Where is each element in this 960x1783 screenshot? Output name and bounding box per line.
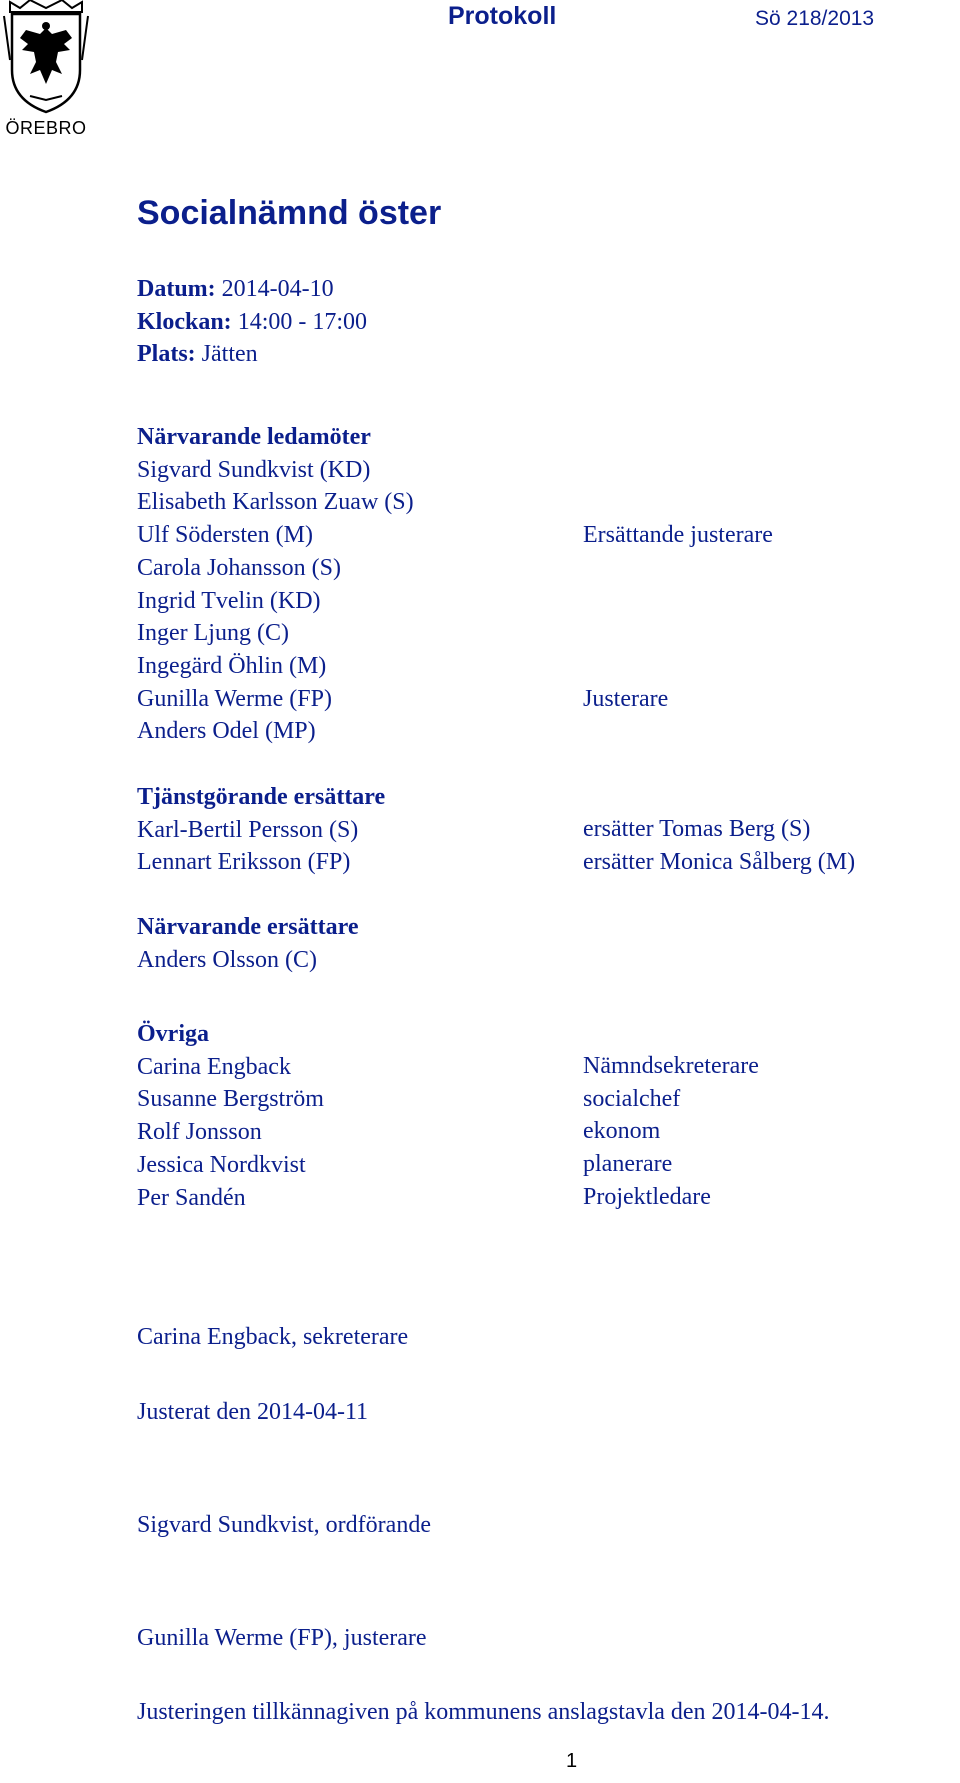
meta-place-value: Jätten — [201, 341, 258, 368]
announcement-note: Justeringen tillkännagiven på kommunens anslagstavla den 2014-04-14. — [137, 1699, 830, 1725]
meta-time-row — [137, 306, 367, 339]
member-name: Gunilla Werme (FP) — [137, 685, 332, 712]
member-name: Inger Ljung (C) — [137, 620, 289, 647]
meta-date-row — [137, 273, 367, 306]
present-substitutes-heading: Närvarande ersättare — [137, 914, 359, 940]
replaces-note: ersätter Monica Sålberg (M) — [583, 848, 856, 875]
present-members-heading: Närvarande ledamöter — [137, 424, 371, 450]
other-name: Rolf Jonsson — [137, 1119, 262, 1146]
member-name: Carola Johansson (S) — [137, 554, 341, 581]
other-role: planerare — [583, 1151, 673, 1178]
logo-text: ÖREBRO — [5, 118, 87, 138]
meta-date-value: 2014-04-10 — [221, 276, 334, 302]
present-substitutes-section — [137, 911, 358, 976]
substitute-name: Lennart Eriksson (FP) — [137, 849, 351, 876]
other-name: Per Sandén — [137, 1184, 246, 1211]
member-name: Ingegärd Öhlin (M) — [137, 652, 327, 679]
others-section — [137, 1018, 324, 1214]
substitute-replaces-list — [583, 813, 855, 878]
chair-signature: Sigvard Sundkvist, ordförande — [137, 1512, 431, 1538]
member-name: Ingrid Tvelin (KD) — [137, 587, 321, 614]
present-substitute-name: Anders Olsson (C) — [137, 946, 317, 973]
meta-time-value: 14:00 - 17:00 — [237, 308, 368, 335]
others-heading: Övriga — [137, 1021, 209, 1047]
role-adjuster: Justerare — [583, 686, 669, 712]
other-name: Jessica Nordkvist — [137, 1151, 306, 1178]
others-roles-list — [583, 1050, 759, 1214]
other-name: Susanne Bergström — [137, 1086, 324, 1113]
document-type-title: Protokoll — [448, 2, 557, 30]
adjusted-date: Justerat den 2014-04-11 — [137, 1399, 369, 1425]
page-number: 1 — [566, 1750, 578, 1772]
meta-date-label: Datum: — [137, 276, 216, 302]
document-reference: Sö 218/2013 — [755, 7, 875, 30]
other-role: socialchef — [583, 1085, 681, 1112]
secretary-signature: Carina Engback, sekreterare — [137, 1324, 409, 1350]
coat-of-arms-icon — [0, 0, 92, 118]
present-members-section — [137, 421, 414, 748]
other-role: Projektledare — [583, 1183, 711, 1210]
adjuster-signature: Gunilla Werme (FP), justerare — [137, 1625, 427, 1651]
other-role: Nämndsekreterare — [583, 1053, 759, 1079]
orebro-coat-of-arms-logo — [0, 0, 92, 142]
replaces-note: ersätter Tomas Berg (S) — [583, 816, 811, 842]
other-name: Carina Engback — [137, 1053, 291, 1080]
page-title: Socialnämnd öster — [137, 194, 442, 232]
role-substitute-adjuster: Ersättande justerare — [583, 522, 773, 548]
member-name: Ulf Södersten (M) — [137, 522, 313, 549]
meta-place-row — [137, 338, 367, 371]
meta-time-label: Klockan: — [137, 308, 232, 335]
member-name: Anders Odel (MP) — [137, 718, 316, 745]
serving-substitutes-section — [137, 781, 385, 879]
substitute-name: Karl-Bertil Persson (S) — [137, 816, 359, 843]
member-name: Sigvard Sundkvist (KD) — [137, 456, 371, 483]
meeting-meta — [137, 273, 367, 371]
member-name: Elisabeth Karlsson Zuaw (S) — [137, 489, 414, 516]
other-role: ekonom — [583, 1118, 661, 1145]
meta-place-label: Plats: — [137, 341, 196, 368]
serving-substitutes-heading: Tjänstgörande ersättare — [137, 784, 386, 810]
